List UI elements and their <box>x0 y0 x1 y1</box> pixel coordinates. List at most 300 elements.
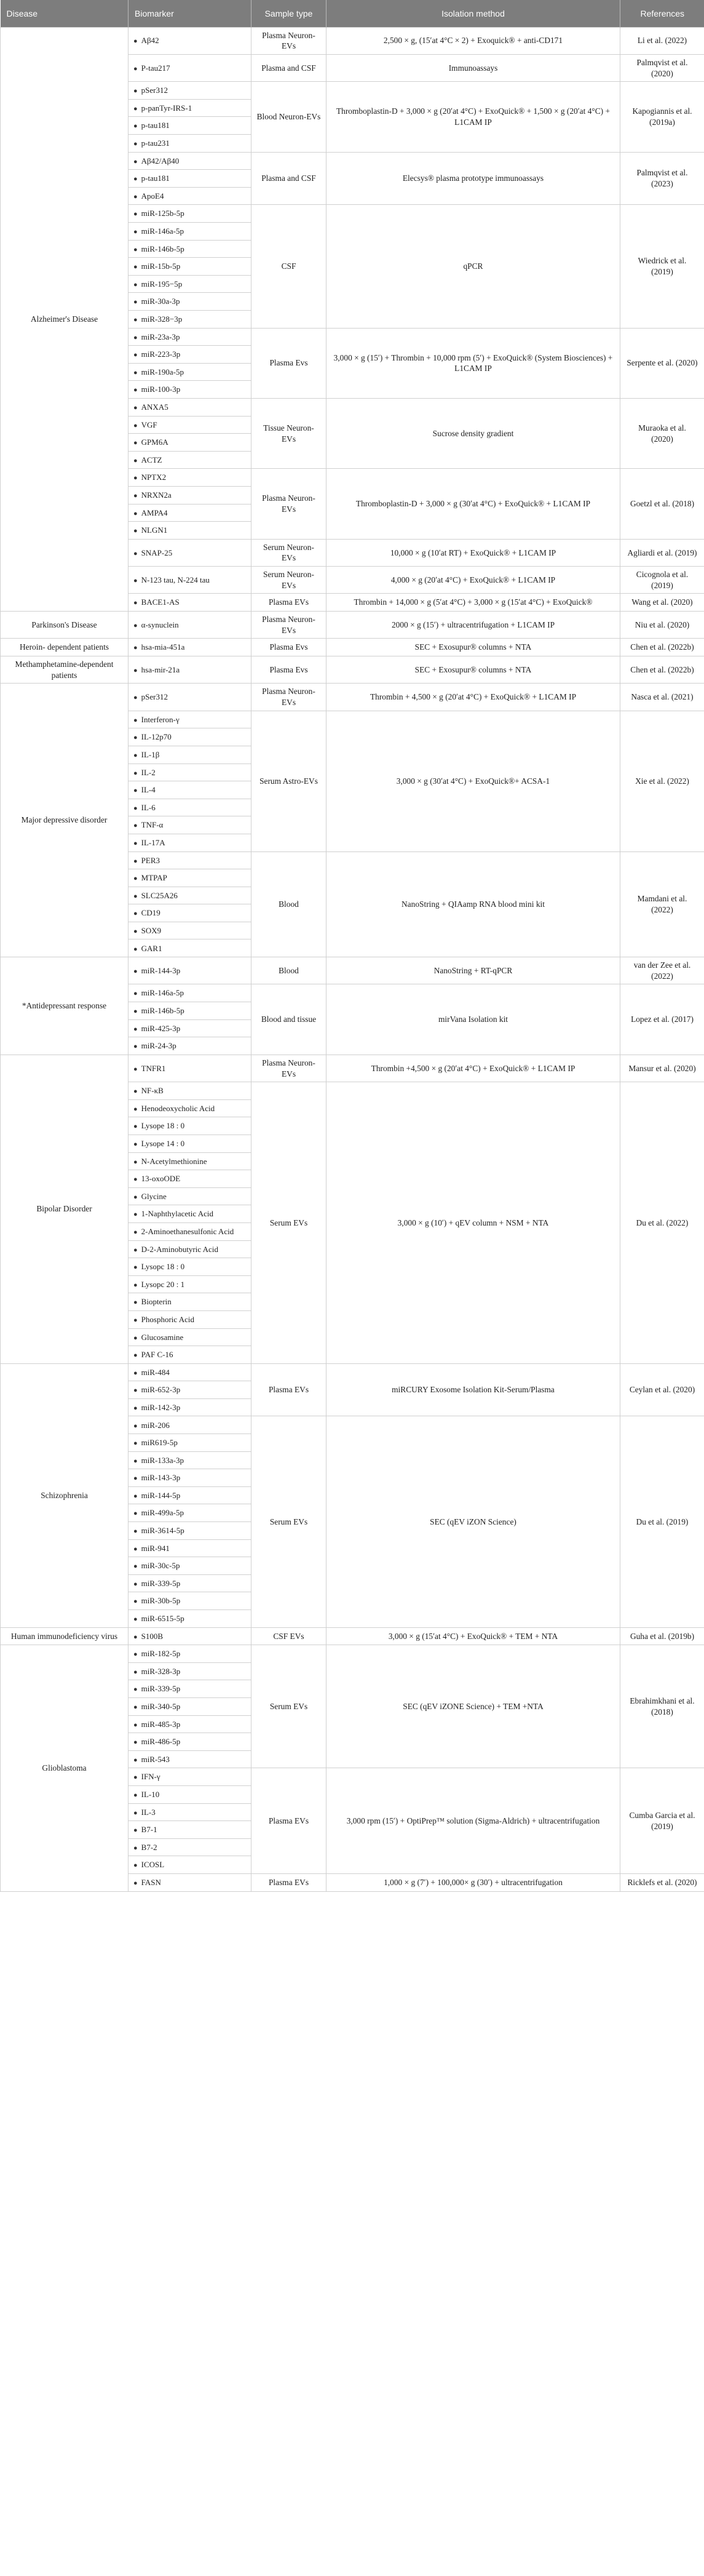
biomarker-label: NPTX2 <box>141 473 167 482</box>
biomarker-label: Henodeoxycholic Acid <box>141 1103 215 1113</box>
bullet-icon: ● <box>133 1228 138 1236</box>
biomarker-cell <box>129 1346 251 1364</box>
biomarker-cell <box>129 434 251 452</box>
reference-cell: Li et al. (2022) <box>620 27 704 54</box>
bullet-icon: ● <box>133 694 138 702</box>
bullet-icon: ● <box>133 1563 138 1571</box>
reference-cell: Agliardi et al. (2019) <box>620 539 704 566</box>
biomarker-cell <box>129 984 251 1002</box>
biomarker-cell <box>129 1205 251 1223</box>
biomarker-label: CD19 <box>141 908 160 918</box>
table-row <box>1 27 704 54</box>
biomarker-cell <box>129 240 251 258</box>
reference-cell: Cicognola et al. (2019) <box>620 567 704 594</box>
isolation-method-cell: 1,000 × g (7ʹ) + 100,000× g (30ʹ) + ultracentrifugation <box>326 1873 620 1891</box>
biomarker-cell <box>129 1310 251 1328</box>
biomarker-cell <box>129 1645 251 1663</box>
reference-cell: Serpente et al. (2020) <box>620 328 704 398</box>
biomarker-cell <box>129 1416 251 1434</box>
biomarker-cell <box>129 99 251 117</box>
biomarker-cell <box>129 1037 251 1055</box>
biomarker-cell <box>129 1275 251 1293</box>
biomarker-cell <box>129 1117 251 1135</box>
bullet-icon: ● <box>133 1246 138 1254</box>
biomarker-label: p-tau181 <box>141 173 170 183</box>
biomarker-label: miR-15b-5p <box>141 261 181 271</box>
biomarker-cell <box>129 1398 251 1416</box>
biomarker-label: hsa-mia-451a <box>141 642 185 652</box>
biomarker-label: TNFR1 <box>141 1063 166 1073</box>
bullet-icon: ● <box>133 1387 138 1395</box>
header-disease: Disease <box>1 0 129 27</box>
biomarker-cell <box>129 904 251 922</box>
biomarker-cell <box>129 293 251 311</box>
table-row <box>1 1627 704 1645</box>
biomarker-label: miR-425-3p <box>141 1023 181 1033</box>
biomarker-label: miR-190a-5p <box>141 367 184 377</box>
biomarker-label: VGF <box>141 420 157 429</box>
biomarker-label: miR-30b-5p <box>141 1596 181 1606</box>
biomarker-label: IL-1β <box>141 749 160 759</box>
bullet-icon: ● <box>133 892 138 900</box>
reference-cell: Chen et al. (2022b) <box>620 639 704 656</box>
table-row <box>1 656 704 684</box>
biomarker-cell <box>129 1258 251 1276</box>
biomarker-cell <box>129 1363 251 1381</box>
biomarker-label: Aβ42/Aβ40 <box>141 156 180 165</box>
bullet-icon: ● <box>133 1176 138 1184</box>
reference-cell: Ceylan et al. (2020) <box>620 1363 704 1416</box>
biomarker-label: miR-182-5p <box>141 1649 181 1659</box>
reference-cell: Ebrahimkhani et al. (2018) <box>620 1645 704 1768</box>
biomarker-label: p-panTyr-IRS-1 <box>141 103 192 113</box>
bullet-icon: ● <box>133 621 138 629</box>
biomarker-label: miR-328-3p <box>141 1666 181 1676</box>
sample-type-cell: CSF <box>251 205 326 328</box>
biomarker-label: P-tau217 <box>141 63 170 73</box>
biomarker-cell <box>129 346 251 364</box>
biomarker-cell <box>129 656 251 684</box>
bullet-icon: ● <box>133 751 138 759</box>
bullet-icon: ● <box>133 1545 138 1553</box>
biomarker-label: AMPA4 <box>141 508 168 517</box>
reference-cell: Palmqvist et al. (2023) <box>620 152 704 205</box>
biomarker-label: B7-1 <box>141 1825 157 1835</box>
biomarker-label: Lysopc 20 : 1 <box>141 1279 185 1289</box>
biomarker-cell <box>129 1715 251 1733</box>
biomarker-label: ACTZ <box>141 455 162 465</box>
biomarker-cell <box>129 328 251 346</box>
biomarker-label: hsa-mir-21a <box>141 664 180 674</box>
bullet-icon: ● <box>133 474 138 482</box>
bullet-icon: ● <box>133 1065 138 1073</box>
biomarker-label: ICOSL <box>141 1860 165 1870</box>
biomarker-label: miR619-5p <box>141 1438 178 1448</box>
biomarker-label: 2-Aminoethanesulfonic Acid <box>141 1226 234 1236</box>
bullet-icon: ● <box>133 576 138 584</box>
biomarker-label: miR-6515-5p <box>141 1614 184 1624</box>
biomarker-cell <box>129 1856 251 1874</box>
biomarker-cell <box>129 522 251 540</box>
bullet-icon: ● <box>133 351 138 359</box>
biomarker-cell <box>129 205 251 223</box>
biomarker-label: SNAP-25 <box>141 548 173 557</box>
bullet-icon: ● <box>133 1510 138 1518</box>
biomarker-cell <box>129 135 251 153</box>
biomarker-cell <box>129 1627 251 1645</box>
bullet-icon: ● <box>133 1739 138 1747</box>
isolation-method-cell: Sucrose density gradient <box>326 398 620 468</box>
bullet-icon: ● <box>133 369 138 377</box>
biomarker-cell <box>129 504 251 522</box>
biomarker-cell <box>129 1557 251 1575</box>
biomarker-label: Lysopc 18 : 0 <box>141 1262 185 1272</box>
sample-type-cell: Plasma EVs <box>251 594 326 612</box>
bullet-icon: ● <box>133 1580 138 1588</box>
bullet-icon: ● <box>133 1281 138 1289</box>
bullet-icon: ● <box>133 1633 138 1641</box>
sample-type-cell: Plasma Neuron-EVs <box>251 469 326 539</box>
bullet-icon: ● <box>133 945 138 953</box>
table-row <box>1 612 704 639</box>
biomarker-cell <box>129 27 251 54</box>
bullet-icon: ● <box>133 316 138 324</box>
biomarker-cell <box>129 1451 251 1469</box>
bullet-icon: ● <box>133 857 138 865</box>
biomarker-label: miR-484 <box>141 1367 170 1377</box>
sample-type-cell: Plasma Neuron-EVs <box>251 27 326 54</box>
biomarker-cell <box>129 816 251 834</box>
isolation-method-cell: SEC + Exosupur® columns + NTA <box>326 639 620 656</box>
reference-cell: Du et al. (2022) <box>620 1082 704 1364</box>
biomarker-label: p-tau231 <box>141 138 170 148</box>
bullet-icon: ● <box>133 87 138 95</box>
bullet-icon: ● <box>133 716 138 724</box>
biomarker-label: N-123 tau, N-224 tau <box>141 575 210 584</box>
biomarker-label: Glucosamine <box>141 1332 184 1342</box>
table-row <box>1 1055 704 1082</box>
bullet-icon: ● <box>133 1721 138 1729</box>
bullet-icon: ● <box>133 175 138 183</box>
bullet-icon: ● <box>133 263 138 271</box>
isolation-method-cell: Thromboplastin-D + 3,000 × g (20ʹat 4°C) + ExoQuick® + 1,500 × g (20ʹat 4°C) + L1CAM IP <box>326 82 620 152</box>
biomarker-cell <box>129 1610 251 1628</box>
biomarker-cell <box>129 1328 251 1346</box>
biomarker-cell <box>129 1434 251 1452</box>
biomarker-cell <box>129 1768 251 1786</box>
reference-cell: Ricklefs et al. (2020) <box>620 1873 704 1891</box>
sample-type-cell: CSF EVs <box>251 1627 326 1645</box>
biomarker-cell <box>129 1574 251 1592</box>
bullet-icon: ● <box>133 281 138 289</box>
bullet-icon: ● <box>133 1686 138 1694</box>
bullet-icon: ● <box>133 404 138 412</box>
bullet-icon: ● <box>133 1141 138 1148</box>
isolation-method-cell: 4,000 × g (20ʹat 4°C) + ExoQuick® + L1CAM IP <box>326 567 620 594</box>
biomarker-cell <box>129 398 251 416</box>
biomarker-label: N-Acetylmethionine <box>141 1156 207 1166</box>
bullet-icon: ● <box>133 1369 138 1377</box>
bullet-icon: ● <box>133 822 138 830</box>
biomarker-cell <box>129 1082 251 1100</box>
bullet-icon: ● <box>133 549 138 557</box>
biomarker-label: SLC25A26 <box>141 890 178 900</box>
bullet-icon: ● <box>133 1651 138 1659</box>
disease-cell: Human immunodeficiency virus <box>1 1627 129 1645</box>
biomarker-cell <box>129 746 251 764</box>
biomarker-label: IFN-γ <box>141 1772 160 1782</box>
sample-type-cell: Serum EVs <box>251 1416 326 1627</box>
biomarker-label: D-2-Aminobutyric Acid <box>141 1244 218 1254</box>
biomarker-cell <box>129 764 251 781</box>
bullet-icon: ● <box>133 65 138 73</box>
biomarker-label: Glycine <box>141 1191 167 1201</box>
sample-type-cell: Serum Astro-EVs <box>251 711 326 851</box>
biomarker-label: IL-10 <box>141 1789 160 1799</box>
bullet-icon: ● <box>133 1457 138 1465</box>
isolation-method-cell: 3,000 × g (15ʹat 4°C) + ExoQuick® + TEM + NTA <box>326 1627 620 1645</box>
biomarker-cell <box>129 363 251 381</box>
biomarker-cell <box>129 187 251 205</box>
biomarker-cell <box>129 1152 251 1170</box>
disease-cell: Methamphetamine-dependent patients <box>1 656 129 684</box>
biomarker-cell <box>129 310 251 328</box>
biomarker-cell <box>129 469 251 487</box>
isolation-method-cell: NanoString + QIAamp RNA blood mini kit <box>326 851 620 957</box>
biomarker-cell <box>129 1592 251 1610</box>
biomarker-label: p-tau181 <box>141 121 170 130</box>
biomarker-cell <box>129 170 251 188</box>
bullet-icon: ● <box>133 1404 138 1412</box>
bullet-icon: ● <box>133 1211 138 1219</box>
biomarker-cell <box>129 781 251 799</box>
biomarker-cell <box>129 275 251 293</box>
biomarker-cell <box>129 1750 251 1768</box>
reference-cell: Nasca et al. (2021) <box>620 684 704 711</box>
isolation-method-cell: mirVana Isolation kit <box>326 984 620 1055</box>
biomarker-cell <box>129 1697 251 1715</box>
biomarker-label: miR-30a-3p <box>141 297 180 306</box>
bullet-icon: ● <box>133 1105 138 1113</box>
biomarker-label: IL-6 <box>141 802 156 812</box>
biomarker-cell <box>129 939 251 957</box>
reference-cell: Mamdani et al.(2022) <box>620 851 704 957</box>
bullet-icon: ● <box>133 1440 138 1448</box>
bullet-icon: ● <box>133 1334 138 1342</box>
header-biomarker: Biomarker <box>129 0 251 27</box>
bullet-icon: ● <box>133 1008 138 1016</box>
bullet-icon: ● <box>133 457 138 465</box>
sample-type-cell: Blood <box>251 851 326 957</box>
bullet-icon: ● <box>133 1879 138 1887</box>
biomarker-cell <box>129 612 251 639</box>
biomarker-cell <box>129 1486 251 1504</box>
biomarker-label: BACE1-AS <box>141 597 180 607</box>
biomarker-label: Phosphoric Acid <box>141 1314 194 1324</box>
bullet-icon: ● <box>133 734 138 742</box>
biomarker-cell <box>129 887 251 904</box>
biomarker-cell <box>129 54 251 81</box>
biomarker-cell <box>129 567 251 594</box>
bullet-icon: ● <box>133 228 138 236</box>
sample-type-cell: Plasma and CSF <box>251 54 326 81</box>
reference-cell: Cumba Garcia et al. (2019) <box>620 1768 704 1874</box>
biomarker-cell <box>129 639 251 656</box>
sample-type-cell: Plasma EVs <box>251 1873 326 1891</box>
biomarker-label: miR-652-3p <box>141 1385 181 1395</box>
biomarker-cell <box>129 1838 251 1856</box>
reference-cell: van der Zee et al. (2022) <box>620 957 704 984</box>
disease-cell: Bipolar Disorder <box>1 1055 129 1363</box>
biomarker-label: miR-133a-3p <box>141 1455 184 1465</box>
biomarker-label: Aβ42 <box>141 36 159 46</box>
reference-cell: Lopez et al. (2017) <box>620 984 704 1055</box>
reference-cell: Mansur et al. (2020) <box>620 1055 704 1082</box>
biomarker-cell <box>129 82 251 100</box>
header-references: References <box>620 0 704 27</box>
sample-type-cell: Plasma Neuron-EVs <box>251 1055 326 1082</box>
bullet-icon: ● <box>133 439 138 447</box>
bullet-icon: ● <box>133 787 138 795</box>
biomarker-label: TNF-α <box>141 820 164 830</box>
biomarker-label: GAR1 <box>141 943 162 953</box>
biomarker-label: PAF C-16 <box>141 1350 173 1360</box>
isolation-method-cell: Thrombin + 14,000 × g (5ʹat 4°C) + 3,000 × g (15ʹat 4°C) + ExoQuick® <box>326 594 620 612</box>
bullet-icon: ● <box>133 193 138 201</box>
biomarker-label: Interferon-γ <box>141 714 180 724</box>
bullet-icon: ● <box>133 1088 138 1096</box>
isolation-method-cell: Thrombin +4,500 × g (20ʹat 4°C) + ExoQuick® + L1CAM IP <box>326 1055 620 1082</box>
bullet-icon: ● <box>133 769 138 777</box>
biomarker-label: S100B <box>141 1631 164 1641</box>
biomarker-cell <box>129 594 251 612</box>
isolation-method-cell: qPCR <box>326 205 620 328</box>
biomarker-label: pSer312 <box>141 86 168 95</box>
biomarker-label: miR-142-3p <box>141 1402 181 1412</box>
biomarker-label: miR-941 <box>141 1543 170 1553</box>
bullet-icon: ● <box>133 158 138 165</box>
biomarker-cell <box>129 1662 251 1680</box>
table-row <box>1 1645 704 1663</box>
isolation-method-cell: 3,000 × g (30ʹat 4°C) + ExoQuick®+ ACSA-1 <box>326 711 620 851</box>
biomarker-label: miR-143-3p <box>141 1473 181 1483</box>
isolation-method-cell: 3,000 × g (10ʹ) + qEV column + NSM + NTA <box>326 1082 620 1364</box>
bullet-icon: ● <box>133 990 138 998</box>
table-header <box>1 0 704 27</box>
bullet-icon: ● <box>133 599 138 607</box>
bullet-icon: ● <box>133 140 138 148</box>
biomarker-label: miR-125b-5p <box>141 209 184 218</box>
sample-type-cell: Blood and tissue <box>251 984 326 1055</box>
biomarker-label: IL-12p70 <box>141 732 172 742</box>
disease-cell: Heroin- dependent patients <box>1 639 129 656</box>
bullet-icon: ● <box>133 1616 138 1624</box>
table-body <box>1 27 704 1891</box>
bullet-icon: ● <box>133 527 138 535</box>
sample-type-cell: Tissue Neuron-EVs <box>251 398 326 468</box>
reference-cell: Palmqvist et al. (2020) <box>620 54 704 81</box>
bullet-icon: ● <box>133 1774 138 1782</box>
biomarker-cell <box>129 684 251 711</box>
reference-cell: Goetzl et al. (2018) <box>620 469 704 539</box>
bullet-icon: ● <box>133 1123 138 1131</box>
bullet-icon: ● <box>133 1598 138 1606</box>
sample-type-cell: Plasma EVs <box>251 1768 326 1874</box>
biomarker-label: Biopterin <box>141 1297 172 1307</box>
biomarker-cell <box>129 416 251 434</box>
sample-type-cell: Serum EVs <box>251 1082 326 1364</box>
biomarker-cell <box>129 728 251 746</box>
biomarker-label: NLGN1 <box>141 525 168 535</box>
bullet-icon: ● <box>133 875 138 883</box>
bullet-icon: ● <box>133 38 138 46</box>
reference-cell: Du et al. (2019) <box>620 1416 704 1627</box>
bullet-icon: ● <box>133 421 138 429</box>
biomarker-label: miR-146b-5p <box>141 244 184 253</box>
biomarker-cell <box>129 851 251 869</box>
biomarker-label: IL-17A <box>141 837 165 847</box>
disease-cell: Glioblastoma <box>1 1645 129 1891</box>
biomarker-label: miR-486-5p <box>141 1737 181 1747</box>
sample-type-cell: Serum Neuron-EVs <box>251 539 326 566</box>
biomarker-cell <box>129 258 251 276</box>
isolation-method-cell: SEC (qEV iZON Science) <box>326 1416 620 1627</box>
sample-type-cell: Blood <box>251 957 326 984</box>
biomarker-cell <box>129 1821 251 1839</box>
biomarker-cell <box>129 539 251 566</box>
disease-cell: Schizophrenia <box>1 1363 129 1627</box>
biomarker-cell <box>129 117 251 135</box>
biomarker-cell <box>129 1187 251 1205</box>
biomarker-label: miR-24-3p <box>141 1041 176 1051</box>
biomarker-label: miR-328−3p <box>141 314 183 324</box>
biomarker-cell <box>129 1680 251 1698</box>
table-row <box>1 684 704 711</box>
biomarker-cell <box>129 1469 251 1487</box>
biomarker-label: miR-223-3p <box>141 349 181 359</box>
bullet-icon: ● <box>133 210 138 218</box>
bullet-icon: ● <box>133 804 138 812</box>
bullet-icon: ● <box>133 967 138 975</box>
bullet-icon: ● <box>133 1352 138 1360</box>
biomarker-label: miR-23a-3p <box>141 332 180 341</box>
biomarker-cell <box>129 486 251 504</box>
biomarker-cell <box>129 1019 251 1037</box>
biomarker-cell <box>129 1539 251 1557</box>
bullet-icon: ● <box>133 122 138 130</box>
biomarker-label: miR-339-5p <box>141 1684 181 1694</box>
isolation-method-cell: SEC + Exosupur® columns + NTA <box>326 656 620 684</box>
bullet-icon: ● <box>133 1193 138 1201</box>
bullet-icon: ● <box>133 1475 138 1483</box>
biomarker-label: Lysope 18 : 0 <box>141 1121 185 1131</box>
bullet-icon: ● <box>133 245 138 253</box>
biomarker-label: ANXA5 <box>141 402 168 412</box>
biomarker-label: miR-543 <box>141 1754 170 1764</box>
header-row <box>1 0 704 27</box>
biomarker-label: miR-100-3p <box>141 385 181 394</box>
bullet-icon: ● <box>133 1668 138 1676</box>
isolation-method-cell: Thromboplastin-D + 3,000 × g (30ʹat 4°C) + ExoQuick® + L1CAM IP <box>326 469 620 539</box>
bullet-icon: ● <box>133 509 138 517</box>
biomarker-cell <box>129 1504 251 1522</box>
header-isolation-method: Isolation method <box>326 0 620 27</box>
biomarker-cell <box>129 152 251 170</box>
bullet-icon: ● <box>133 1025 138 1033</box>
table-row <box>1 957 704 984</box>
header-sample-type: Sample type <box>251 0 326 27</box>
biomarker-cell <box>129 1381 251 1399</box>
